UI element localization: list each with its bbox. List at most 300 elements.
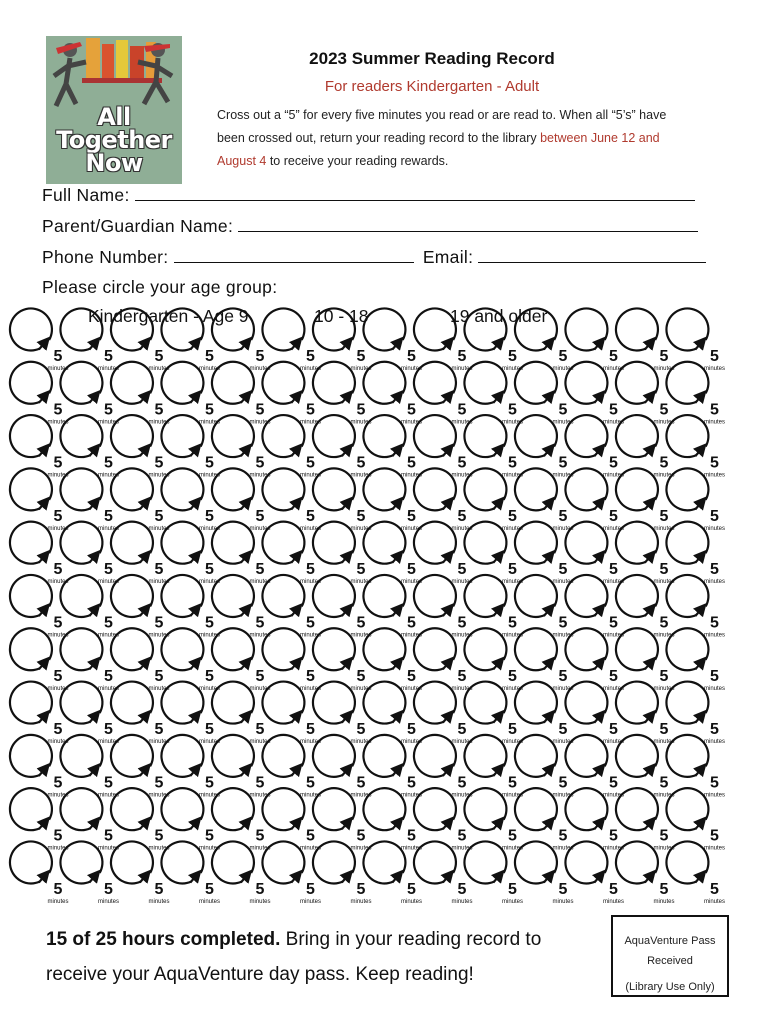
five-minute-badge[interactable] xyxy=(161,575,220,639)
five-minute-badge[interactable] xyxy=(111,841,170,905)
badge-number: 5 xyxy=(205,827,214,845)
five-minute-badge[interactable] xyxy=(464,468,523,532)
arrow-icon xyxy=(493,501,500,509)
badge-unit: minutes xyxy=(148,579,170,586)
badge-unit: minutes xyxy=(653,579,675,586)
five-minute-badge[interactable] xyxy=(616,682,675,746)
badge-number: 5 xyxy=(306,454,315,472)
badge-unit: minutes xyxy=(703,739,726,746)
five-minute-badge[interactable] xyxy=(565,308,624,372)
badge-number: 5 xyxy=(255,454,265,472)
arrow-icon xyxy=(190,501,197,509)
five-minute-badge[interactable] xyxy=(60,628,119,692)
five-minute-badge[interactable] xyxy=(464,522,523,586)
badge-number: 5 xyxy=(609,667,618,685)
phone-label: Phone Number: xyxy=(42,247,169,267)
five-minute-badge[interactable] xyxy=(161,415,220,479)
arrow-icon xyxy=(695,768,702,776)
five-minute-badge[interactable] xyxy=(565,841,624,905)
parent-name-field[interactable] xyxy=(42,215,698,237)
five-minute-badge[interactable] xyxy=(10,308,69,372)
badge-number: 5 xyxy=(659,401,669,419)
full-name-line[interactable] xyxy=(135,184,695,201)
timer-ring-icon xyxy=(111,415,153,457)
five-minute-badge[interactable] xyxy=(60,415,119,479)
arrow-icon xyxy=(443,715,450,723)
badge-unit: minutes xyxy=(249,685,271,692)
five-minute-badge[interactable] xyxy=(161,522,220,586)
badge-unit: minutes xyxy=(552,792,574,799)
arrow-icon xyxy=(140,395,147,403)
timer-ring-icon xyxy=(464,788,506,830)
five-minute-badge[interactable] xyxy=(515,788,574,852)
timer-ring-icon xyxy=(313,735,355,777)
five-minute-badge[interactable] xyxy=(565,415,624,479)
five-minute-badge[interactable] xyxy=(212,788,271,852)
five-minute-badge[interactable] xyxy=(616,575,675,639)
badge-unit: minutes xyxy=(97,472,120,479)
five-minute-badge[interactable] xyxy=(616,468,675,532)
timer-ring-icon xyxy=(515,682,557,724)
badge-unit: minutes xyxy=(148,739,170,746)
badge-unit: minutes xyxy=(299,792,322,799)
badge-unit: minutes xyxy=(400,792,423,799)
badge-number: 5 xyxy=(104,881,113,898)
five-minute-badge[interactable] xyxy=(464,575,523,639)
five-minute-badge[interactable] xyxy=(111,682,170,746)
badge-number: 5 xyxy=(255,774,265,792)
five-minute-badge[interactable] xyxy=(313,628,372,692)
badge-number: 5 xyxy=(53,507,63,525)
five-minute-badge[interactable] xyxy=(60,522,119,586)
five-minute-badge[interactable] xyxy=(616,362,675,426)
five-minute-badge[interactable] xyxy=(565,628,624,692)
badge-unit: minutes xyxy=(552,899,574,905)
five-minute-badge[interactable] xyxy=(515,362,574,426)
arrow-icon xyxy=(241,661,248,669)
timer-ring-icon xyxy=(262,308,304,350)
arrow-icon xyxy=(695,608,702,616)
badge-number: 5 xyxy=(205,401,214,419)
badge-number: 5 xyxy=(508,614,517,632)
full-name-field[interactable] xyxy=(42,184,695,206)
five-minute-badge[interactable] xyxy=(60,575,119,639)
five-minute-badge[interactable] xyxy=(111,788,170,852)
badge-number: 5 xyxy=(457,667,467,685)
five-minute-badge[interactable] xyxy=(10,362,69,426)
badge-number: 5 xyxy=(53,827,63,845)
instructions xyxy=(217,104,677,173)
timer-ring-icon xyxy=(111,788,153,830)
timer-ring-icon xyxy=(666,308,708,350)
five-minute-badge[interactable] xyxy=(666,682,725,746)
arrow-icon xyxy=(291,342,298,350)
five-minute-badge[interactable] xyxy=(464,628,523,692)
arrow-icon xyxy=(645,875,652,883)
five-minute-badge[interactable] xyxy=(212,522,271,586)
timer-ring-icon xyxy=(666,362,708,404)
timer-ring-icon xyxy=(515,735,557,777)
arrow-icon xyxy=(594,608,601,616)
badge-unit: minutes xyxy=(198,632,221,639)
five-minute-badge[interactable] xyxy=(262,415,321,479)
five-minute-badge[interactable] xyxy=(161,468,220,532)
five-minute-badge[interactable] xyxy=(262,575,321,639)
arrow-icon xyxy=(190,821,197,829)
five-minute-badge[interactable] xyxy=(414,788,473,852)
five-minute-badge[interactable] xyxy=(313,522,372,586)
arrow-icon xyxy=(493,608,500,616)
five-minute-badge[interactable] xyxy=(464,735,523,799)
arrow-icon xyxy=(544,501,551,509)
arrow-icon xyxy=(241,875,248,883)
badge-number: 5 xyxy=(255,721,265,739)
five-minute-badge[interactable] xyxy=(313,735,372,799)
timer-ring-icon xyxy=(363,735,405,777)
age-group-option[interactable]: 19 and older xyxy=(450,306,548,326)
five-minute-badge[interactable] xyxy=(363,575,422,639)
badge-number: 5 xyxy=(104,401,113,419)
badge-unit: minutes xyxy=(299,366,322,372)
five-minute-badge[interactable] xyxy=(565,522,624,586)
five-minute-badge[interactable] xyxy=(262,788,321,852)
badge-number: 5 xyxy=(154,827,164,845)
five-minute-badge[interactable] xyxy=(414,628,473,692)
five-minute-badge[interactable] xyxy=(464,788,523,852)
five-minute-badge[interactable] xyxy=(515,415,574,479)
timer-ring-icon xyxy=(111,628,153,670)
five-minute-badge[interactable] xyxy=(111,415,170,479)
five-minute-badge[interactable] xyxy=(262,628,321,692)
timer-ring-icon xyxy=(262,468,304,510)
badge-number: 5 xyxy=(306,348,315,365)
badge-number: 5 xyxy=(53,561,63,579)
five-minute-badge[interactable] xyxy=(10,468,69,532)
five-minute-badge[interactable] xyxy=(363,362,422,426)
badge-unit: minutes xyxy=(703,366,726,372)
arrow-icon xyxy=(89,395,96,403)
five-minute-badge[interactable] xyxy=(60,841,119,905)
arrow-icon xyxy=(695,821,702,829)
five-minute-badge[interactable] xyxy=(616,415,675,479)
arrow-icon xyxy=(493,768,500,776)
badge-number: 5 xyxy=(609,721,618,739)
five-minute-badge[interactable] xyxy=(262,841,321,905)
arrow-icon xyxy=(140,875,147,883)
five-minute-badge[interactable] xyxy=(111,522,170,586)
five-minute-badge[interactable] xyxy=(565,468,624,532)
five-minute-badge[interactable] xyxy=(666,628,725,692)
arrow-icon xyxy=(241,715,248,723)
five-minute-badge[interactable] xyxy=(414,415,473,479)
five-minute-badge[interactable] xyxy=(616,308,675,372)
five-minute-badge[interactable] xyxy=(565,788,624,852)
five-minute-badge[interactable] xyxy=(161,628,220,692)
arrow-icon xyxy=(190,608,197,616)
badge-unit: minutes xyxy=(501,632,524,639)
five-minute-badge[interactable] xyxy=(212,735,271,799)
five-minute-badge[interactable] xyxy=(262,468,321,532)
five-minute-badge[interactable] xyxy=(212,841,271,905)
timer-ring-icon xyxy=(414,788,456,830)
five-minute-badge[interactable] xyxy=(60,362,119,426)
five-minute-badge[interactable] xyxy=(212,415,271,479)
badge-number: 5 xyxy=(306,667,315,685)
parent-name-line[interactable] xyxy=(238,215,698,232)
five-minute-badge[interactable] xyxy=(515,841,574,905)
badge-number: 5 xyxy=(205,454,214,472)
five-minute-badge[interactable] xyxy=(161,788,220,852)
five-minute-badge[interactable] xyxy=(464,415,523,479)
arrow-icon xyxy=(544,661,551,669)
five-minute-badge[interactable] xyxy=(616,841,675,905)
parent-name-label: Parent/Guardian Name: xyxy=(42,216,234,236)
timer-ring-icon xyxy=(10,362,52,404)
timer-ring-icon xyxy=(565,308,607,350)
five-minute-badge[interactable] xyxy=(515,628,574,692)
timer-ring-icon xyxy=(414,735,456,777)
five-minute-badge[interactable] xyxy=(313,575,372,639)
timer-ring-icon xyxy=(565,468,607,510)
five-minute-badge[interactable] xyxy=(111,468,170,532)
five-minute-badge[interactable] xyxy=(60,468,119,532)
five-minute-badge[interactable] xyxy=(313,415,372,479)
timer-ring-icon xyxy=(363,575,405,617)
timer-ring-icon xyxy=(515,415,557,457)
timer-ring-icon xyxy=(616,522,658,564)
five-minute-badge[interactable] xyxy=(666,468,725,532)
badge-number: 5 xyxy=(356,401,366,419)
badge-unit: minutes xyxy=(299,899,322,905)
five-minute-badge[interactable] xyxy=(363,682,422,746)
arrow-icon xyxy=(241,501,248,509)
age-group-option[interactable]: Kindergarten - Age 9 xyxy=(88,306,249,326)
five-minute-badge[interactable] xyxy=(313,682,372,746)
timer-ring-icon xyxy=(565,628,607,670)
five-minute-badge[interactable] xyxy=(363,841,422,905)
five-minute-badge[interactable] xyxy=(666,308,725,372)
arrow-icon xyxy=(392,555,399,563)
timer-ring-icon xyxy=(10,415,52,457)
five-minute-badge[interactable] xyxy=(363,735,422,799)
timer-ring-icon xyxy=(262,628,304,670)
five-minute-badge[interactable] xyxy=(60,682,119,746)
timer-ring-icon xyxy=(616,735,658,777)
phone-email-field[interactable] xyxy=(42,246,706,268)
five-minute-badge[interactable] xyxy=(363,522,422,586)
arrow-icon xyxy=(342,821,349,829)
badge-number: 5 xyxy=(558,561,568,579)
five-minute-badge[interactable] xyxy=(363,628,422,692)
badge-number: 5 xyxy=(205,507,214,525)
badge-number: 5 xyxy=(659,667,669,685)
five-minute-badge[interactable] xyxy=(565,735,624,799)
badge-unit: minutes xyxy=(703,899,726,905)
five-minute-badge[interactable] xyxy=(414,682,473,746)
five-minute-badge[interactable] xyxy=(515,682,574,746)
arrow-icon xyxy=(241,395,248,403)
five-minute-badge[interactable] xyxy=(10,522,69,586)
five-minute-badge[interactable] xyxy=(161,735,220,799)
five-minute-badge[interactable] xyxy=(565,682,624,746)
timer-ring-icon xyxy=(111,468,153,510)
arrow-icon xyxy=(39,448,46,456)
five-minute-badge[interactable] xyxy=(616,628,675,692)
arrow-icon xyxy=(493,875,500,883)
five-minute-badge[interactable] xyxy=(363,415,422,479)
five-minute-badge[interactable] xyxy=(515,575,574,639)
badge-number: 5 xyxy=(407,614,416,632)
five-minute-badge[interactable] xyxy=(10,575,69,639)
arrow-icon xyxy=(493,448,500,456)
timer-ring-icon xyxy=(616,362,658,404)
arrow-icon xyxy=(443,661,450,669)
five-minute-badge[interactable] xyxy=(212,468,271,532)
badge-unit: minutes xyxy=(400,579,423,586)
phone-line[interactable] xyxy=(174,246,414,263)
five-minute-badge[interactable] xyxy=(10,415,69,479)
badge-number: 5 xyxy=(710,454,719,472)
arrow-icon xyxy=(89,661,96,669)
five-minute-badge[interactable] xyxy=(212,628,271,692)
arrow-icon xyxy=(645,448,652,456)
five-minute-badge[interactable] xyxy=(666,735,725,799)
five-minute-badge[interactable] xyxy=(111,735,170,799)
five-minute-badge[interactable] xyxy=(363,788,422,852)
arrow-icon xyxy=(89,715,96,723)
badge-number: 5 xyxy=(205,614,214,632)
badge-unit: minutes xyxy=(299,579,322,586)
five-minute-badge[interactable] xyxy=(666,522,725,586)
five-minute-badge[interactable] xyxy=(414,575,473,639)
badge-unit: minutes xyxy=(97,525,120,532)
five-minute-badge[interactable] xyxy=(363,468,422,532)
five-minute-badge[interactable] xyxy=(111,628,170,692)
five-minute-badge[interactable] xyxy=(464,362,523,426)
badge-unit: minutes xyxy=(602,419,625,426)
timer-ring-icon xyxy=(212,522,254,564)
timer-ring-icon xyxy=(262,415,304,457)
arrow-icon xyxy=(645,395,652,403)
page-title: 2023 Summer Reading Record xyxy=(309,49,555,68)
five-minute-badge[interactable] xyxy=(111,362,170,426)
five-minute-badge[interactable] xyxy=(414,735,473,799)
five-minute-badge[interactable] xyxy=(212,362,271,426)
library-box-line-3: (Library Use Only) xyxy=(625,981,715,993)
five-minute-badge[interactable] xyxy=(262,682,321,746)
five-minute-badge[interactable] xyxy=(161,841,220,905)
five-minute-badge[interactable] xyxy=(10,682,69,746)
five-minute-badge[interactable] xyxy=(515,735,574,799)
arrow-icon xyxy=(342,448,349,456)
badge-number: 5 xyxy=(407,827,416,845)
five-minute-badge[interactable] xyxy=(262,522,321,586)
arrow-icon xyxy=(89,768,96,776)
five-minute-badge[interactable] xyxy=(414,468,473,532)
badge-unit: minutes xyxy=(552,685,574,692)
five-minute-badge[interactable] xyxy=(414,841,473,905)
five-minute-badge[interactable] xyxy=(262,735,321,799)
five-minute-badge[interactable] xyxy=(666,415,725,479)
timer-ring-icon xyxy=(666,788,708,830)
five-minute-badge[interactable] xyxy=(60,788,119,852)
five-minute-badge[interactable] xyxy=(313,788,372,852)
five-minute-badge[interactable] xyxy=(616,788,675,852)
badge-unit: minutes xyxy=(400,472,423,479)
instructions-text: Cross out a “5” for every five minutes you read or are read to. When all “5’s” have been crossed out, return your reading record to the library xyxy=(217,108,667,145)
badge-number: 5 xyxy=(154,881,164,898)
badge-number: 5 xyxy=(255,401,265,419)
badge-unit: minutes xyxy=(703,525,726,532)
five-minute-badge[interactable] xyxy=(313,362,372,426)
five-minute-badge[interactable] xyxy=(565,575,624,639)
five-minute-badge[interactable] xyxy=(616,522,675,586)
five-minute-badge[interactable] xyxy=(161,682,220,746)
arrow-icon xyxy=(39,661,46,669)
timer-ring-icon xyxy=(60,522,102,564)
five-minute-badge[interactable] xyxy=(161,362,220,426)
arrow-icon xyxy=(39,715,46,723)
five-minute-badge[interactable] xyxy=(262,308,321,372)
five-minute-badge[interactable] xyxy=(313,841,372,905)
timer-ring-icon xyxy=(616,682,658,724)
five-minute-badge[interactable] xyxy=(666,841,725,905)
badge-number: 5 xyxy=(104,614,113,632)
five-minute-badge[interactable] xyxy=(515,468,574,532)
five-minute-badge[interactable] xyxy=(111,575,170,639)
five-minute-badge[interactable] xyxy=(414,362,473,426)
timer-ring-icon xyxy=(515,468,557,510)
five-minute-badge[interactable] xyxy=(363,308,422,372)
five-minute-badge[interactable] xyxy=(60,735,119,799)
arrow-icon xyxy=(190,768,197,776)
age-group-option[interactable]: 10 - 18 xyxy=(314,306,369,326)
five-minute-badge[interactable] xyxy=(666,575,725,639)
five-minute-badge[interactable] xyxy=(666,788,725,852)
five-minute-badge[interactable] xyxy=(212,575,271,639)
badge-unit: minutes xyxy=(653,419,675,426)
timer-ring-icon xyxy=(313,575,355,617)
five-minute-badge[interactable] xyxy=(10,628,69,692)
five-minute-badge[interactable] xyxy=(313,468,372,532)
badge-unit: minutes xyxy=(552,632,574,639)
timer-ring-icon xyxy=(262,362,304,404)
five-minute-badge[interactable] xyxy=(262,362,321,426)
five-minute-badge[interactable] xyxy=(565,362,624,426)
five-minute-badge[interactable] xyxy=(414,522,473,586)
five-minute-badge[interactable] xyxy=(10,735,69,799)
arrow-icon xyxy=(140,555,147,563)
badge-unit: minutes xyxy=(653,632,675,639)
arrow-icon xyxy=(241,342,248,350)
arrow-icon xyxy=(39,608,46,616)
five-minute-badge[interactable] xyxy=(10,841,69,905)
five-minute-badge[interactable] xyxy=(616,735,675,799)
badge-unit: minutes xyxy=(400,845,423,852)
five-minute-badge[interactable] xyxy=(10,788,69,852)
five-minute-badge[interactable] xyxy=(464,682,523,746)
five-minute-badge[interactable] xyxy=(515,522,574,586)
badge-unit: minutes xyxy=(97,632,120,639)
five-minute-badge[interactable] xyxy=(212,682,271,746)
timer-ring-icon xyxy=(60,841,102,883)
five-minute-badge[interactable] xyxy=(464,841,523,905)
timer-ring-icon xyxy=(262,735,304,777)
badge-unit: minutes xyxy=(451,899,473,905)
email-line[interactable] xyxy=(478,246,706,263)
five-minute-badge[interactable] xyxy=(666,362,725,426)
arrow-icon xyxy=(594,395,601,403)
